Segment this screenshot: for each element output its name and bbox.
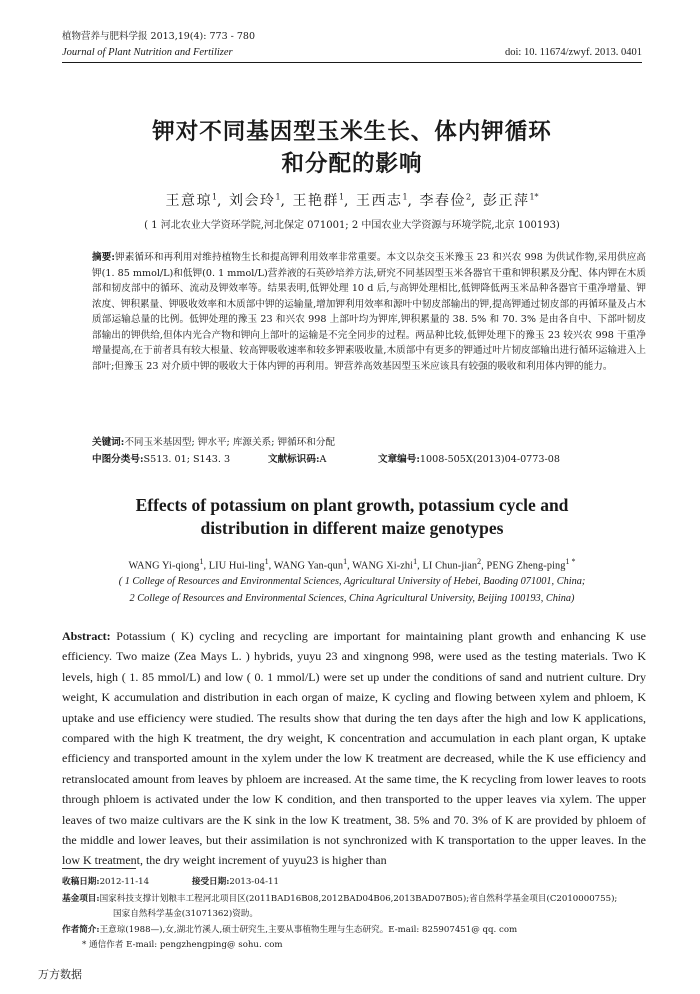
footnote-funding	[62, 893, 646, 906]
author-en: PENG Zheng-ping	[486, 560, 566, 572]
author-en: WANG Yi-qiong	[128, 560, 200, 572]
journal-header-en-row	[62, 46, 642, 59]
keywords-cn-label: 关键词:	[92, 437, 125, 448]
abstract-en-label: Abstract:	[62, 629, 111, 643]
funding-label: 基金项目:	[62, 894, 100, 904]
abstract-cn-text: 钾素循环和再利用对维持植物生长和提高钾利用效率非常重要。本文以杂交玉米豫玉 23 和兴农 998 为供试作物,采用供应高钾(1. 85 mmol/L)和低钾(0. 1 mmol/L)营养液的石英砂培养方法,研究不同基因型玉米各器官干重和钾积累及分配、体内钾在木质部和韧皮部中的循环、流动及钾效率等。结果表明,低钾处理 10 d 后,与高钾处理相比,低钾降低两玉米品种各器官干重净增量、钾浓度、钾积累量、钾吸收效率和木质部中钾的运输量,增加钾利用效率和源叶中韧皮部输出的钾,提高钾通过韧皮部的再循环量及占木质部运输总量的比例。低钾处理的豫玉 23 和兴农 998 上部叶均为钾库,钾积累量的 38. 5% 和 70. 3% 是由各自中、下部叶韧皮部输出的钾供给,但体内光合产物和钾向上部叶的运输是不完全同步的过程。两品种比较,低钾处理下的豫玉 23 较兴农 998 干重净增量提高,在于前者具有较大根量、较高钾吸收速率和较多钾素吸收量,木质部中有更多的钾通过叶片韧皮部输出进行循环运输进入上部叶;但豫玉 23 对介质中钾的吸收大于体内钾的再利用。钾营养高效基因型玉米应该具有较强的吸收和利用体内钾的能力。	[92, 252, 646, 372]
title-en-line1: Effects of potassium on plant growth, potassium cycle and	[135, 495, 569, 515]
doc-label: 文献标识码:	[268, 454, 320, 465]
clc-value: S513. 01; S143. 3	[143, 454, 231, 465]
classification-row	[92, 453, 646, 467]
author-cn: 李春俭	[419, 193, 466, 209]
doc-value: A	[319, 454, 327, 465]
title-en-line2: distribution in different maize genotypes	[200, 518, 504, 538]
received-date: 2012-11-14	[99, 877, 150, 887]
abstract-cn	[92, 250, 646, 374]
accepted-date: 2013-04-11	[229, 877, 279, 887]
journal-name-en: Journal of Plant Nutrition and Fertilizer	[62, 47, 233, 58]
affiliation-en-line1: ( 1 College of Resources and Environmental Sciences, Agricultural University of Hebei, Baoding 071001, China;	[118, 576, 586, 587]
author-sup: 1	[264, 557, 269, 566]
author-bio-label: 作者简介:	[62, 925, 100, 935]
affiliation-en-line2: 2 College of Resources and Environmental Sciences, China Agricultural University, Beijing 100193, China)	[129, 593, 575, 604]
footnote-author	[62, 924, 646, 937]
abstract-en	[62, 626, 646, 871]
journal-header-cn: 植物营养与肥料学报 2013,19(4): 773 - 780	[62, 31, 255, 42]
author-sup: 1	[413, 557, 418, 566]
author-bio: 王意琼(1988—),女,湖北竹溪人,硕士研究生,主要从事植物生理与生态研究。E-mail: 825907451@ qq. com	[99, 925, 518, 935]
abstract-cn-label: 摘要:	[92, 252, 115, 263]
clc-label: 中图分类号:	[92, 454, 144, 465]
doi[interactable]: doi: 10. 11674/zwyf. 2013. 0401	[505, 47, 642, 58]
keywords-cn-text: 不同玉米基因型; 钾水平; 库源关系; 钾循环和分配	[124, 437, 336, 448]
watermark: 万方数据	[38, 968, 82, 981]
author-cn: 刘会玲	[228, 193, 276, 209]
author-en: WANG Yan-qun	[273, 560, 344, 572]
author-sup: 1	[402, 192, 408, 202]
author-sup: 1*	[529, 192, 539, 202]
title-cn-line1: 钾对不同基因型玉米生长、体内钾循环	[152, 119, 552, 145]
clc-number	[92, 453, 268, 467]
author-sup: 1	[211, 192, 218, 202]
author-cn: 王西志	[355, 193, 403, 209]
author-cn: 王意琼	[165, 193, 212, 209]
article-number	[378, 453, 560, 467]
author-sup: 2	[465, 192, 472, 202]
title-cn-line2: 和分配的影响	[281, 151, 423, 177]
affiliation-cn: ( 1 河北农业大学资环学院,河北保定 071001; 2 中国农业大学资源与环境学院,北京 100193)	[144, 220, 560, 231]
footnote-dates	[62, 876, 646, 889]
author-sup: 2	[477, 557, 482, 566]
author-sup: 1	[275, 192, 281, 202]
footnote-rule	[62, 868, 136, 869]
author-en: LIU Hui-ling	[208, 560, 265, 572]
footnote-funding-cont: 国家自然科学基金(31071362)资助。	[113, 909, 258, 919]
author-en: WANG Xi-zhi	[352, 560, 414, 572]
authors-cn: 王意琼$^1$, 刘会玲$^1$, 王艳群$^1$, 王西志$^1$, 李春俭$^2$, 彭正萍$^{1*}$	[165, 192, 539, 209]
author-sup: 1	[338, 192, 345, 202]
accepted-label: 接受日期:	[191, 877, 230, 887]
header-rule	[62, 62, 642, 63]
art-value: 1008-505X(2013)04-0773-08	[419, 454, 560, 465]
footnote-corresponding: * 通信作者 E-mail: pengzhengping@ sohu. com	[82, 940, 283, 950]
doc-code	[268, 453, 378, 467]
art-label: 文章编号:	[378, 454, 420, 465]
abstract-en-text: Potassium ( K) cycling and recycling are important for maintaining plant growth and enhancing K use efficiency. Two maize (Zea Mays L. ) hybrids, yuyu 23 and xingnong 998, were used as the testing materials. Two K levels, high ( 1. 85 mmol/L) and low ( 0. 1 mmol/L) were set up under the conditions of sand and nutrient culture. Dry weight, K accumulation and distribution in each organ of maize, K cycling and flowing between xylem and phloem, K uptake and use efficiency were studied. The results show that during the ten days after the high and low K applications, compared with the high K treatment, the dry weight, K concentration and accumulation in each plant organ, K uptake efficiency and transported amount in the xylem under the low K treatment are decreased, while the K use efficiency and retranslocated amount from leaves by phloem are increased. At the same time, the K recycling from lower leaves to roots through phloem is activated under the low K condition, and then transported to the upper leaves via xylem. The upper leaves of two maize cultivars are the K sink in the low K treatment, 38. 5% and 70. 3% of K are provided by phloem of the middle and lower leaves, but their assimilation is not synchronized with K transportation to the upper leaves. In the low K treatment, the dry weight increment of yuyu23 is higher than	[62, 629, 647, 868]
keywords-cn	[92, 436, 646, 450]
author-cn: 王艳群	[292, 193, 339, 209]
author-sup: 1 *	[565, 557, 576, 566]
funding-line1: 国家科技支撑计划粮丰工程河北项目区(2011BAD16B08,2012BAD04B06,2013BAD07B05);省自然科学基金项目(C2010000755);	[99, 894, 618, 904]
author-sup: 1	[343, 557, 348, 566]
author-en: LI Chun-jian	[422, 560, 478, 572]
received-label: 收稿日期:	[62, 877, 100, 887]
author-sup: 1	[199, 557, 204, 566]
authors-en: WANG Yi-qiong$^1$, LIU Hui-ling$^1$, WANG Yan-qun$^1$, WANG Xi-zhi$^1$, LI Chun-jian$^2$, PENG Zheng-ping$^{1 *}$	[128, 557, 576, 572]
author-cn: 彭正萍	[482, 193, 530, 209]
